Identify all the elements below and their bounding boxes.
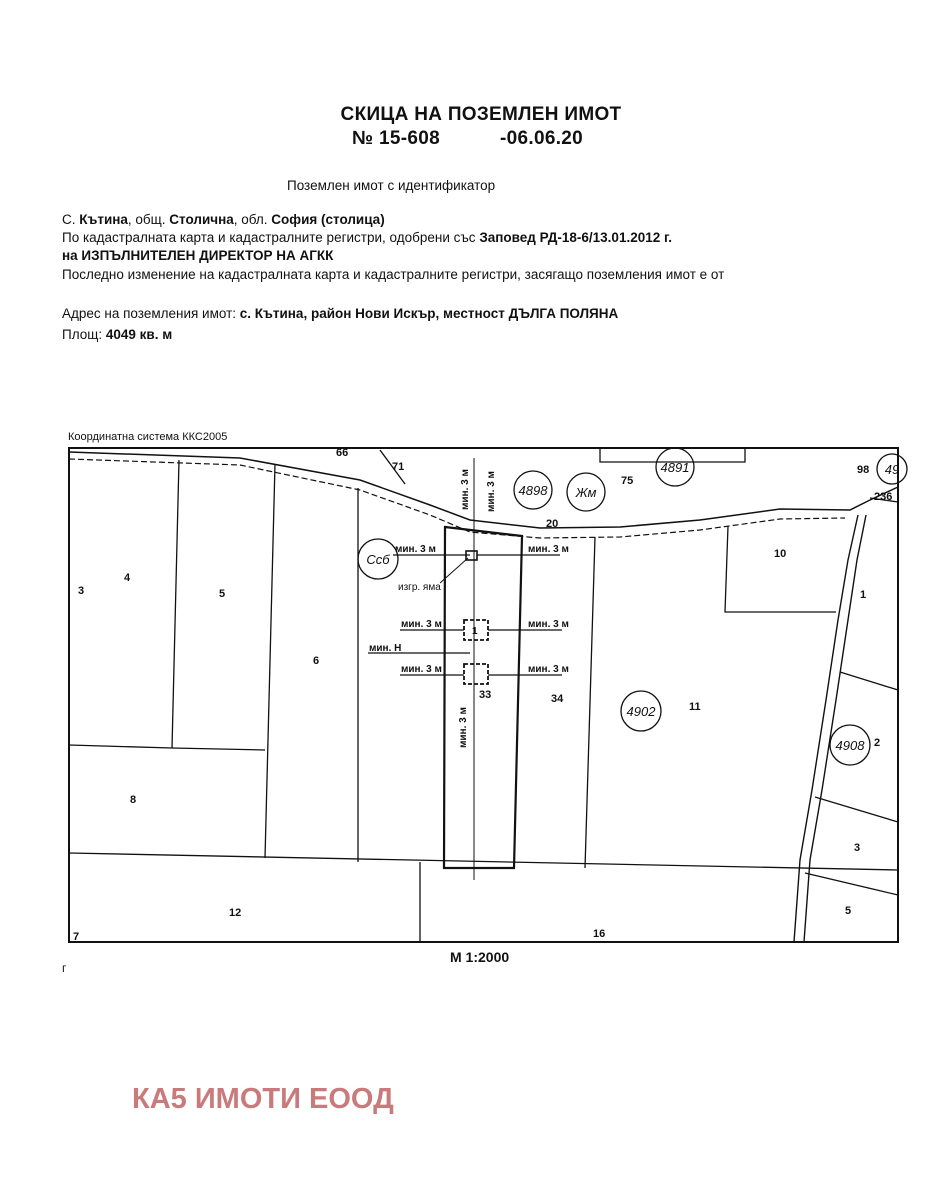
address-label: Адрес на поземления имот: (62, 306, 240, 321)
parcel-number: 75 (621, 475, 634, 487)
parcel-boundary (265, 464, 275, 858)
document-number: № 15-608 (352, 128, 441, 149)
parcel-number: 5 (845, 905, 852, 917)
parcel-number: 34 (551, 693, 564, 705)
dimension-label: мин. 3 м (458, 707, 469, 748)
parcel-number: 4 (124, 572, 131, 584)
map-scale: М 1:2000 (450, 949, 510, 965)
road-east-east (804, 515, 866, 942)
identifier-line: Поземлен имот с идентификатор (287, 178, 496, 193)
parcel-number: 98 (857, 464, 870, 476)
dimension-label: мин. Н (369, 643, 402, 654)
parcel-number: 12 (229, 907, 242, 919)
dimension-label: мин. 3 м (528, 664, 569, 675)
parcel-number: 20 (546, 518, 559, 530)
parcel-number: 1 (860, 589, 867, 601)
dimension-label: мин. 3 м (486, 471, 497, 512)
parcel-number: 8 (130, 794, 137, 806)
parcel-number: 6 (313, 655, 320, 667)
parcel-number: 16 (593, 928, 606, 940)
parcel-boundary (805, 873, 898, 895)
parcel-number: 2 (874, 737, 881, 749)
circle-label: Жм (575, 485, 597, 500)
agency-watermark: КА5 ИМОТИ ЕООД (132, 1083, 394, 1115)
document-title: СКИЦА НА ПОЗЕМЛЕН ИМОТ (340, 104, 622, 125)
dimension-label: мин. 3 м (401, 619, 442, 630)
bottom-mark: г (62, 961, 67, 975)
dimension-label: мин. 3 м (395, 544, 436, 555)
area-label: Площ: (62, 327, 106, 342)
parcel-number: 3 (78, 585, 85, 597)
approval-order: Заповед РД-18-6/13.01.2012 г. (479, 230, 673, 245)
circle-label: 4902 (626, 704, 656, 719)
parcel-number: 7 (73, 931, 80, 943)
circle-label: 4908 (835, 738, 865, 753)
parcel-boundary (815, 797, 898, 822)
approval-text: По кадастралната карта и кадастралните регистри, одобрени със (62, 230, 480, 245)
parcel-boundary (585, 537, 595, 868)
parcel-number: 66 (336, 447, 349, 459)
area-value: 4049 кв. м (105, 327, 173, 342)
road-edge-north (69, 452, 898, 528)
parcel-number: 33 (479, 689, 492, 701)
village-prefix: С. (62, 212, 80, 227)
parcel-number: 5 (219, 588, 226, 600)
parcel-boundary (172, 460, 179, 748)
dimension-label: мин. 3 м (460, 469, 471, 510)
parcel-number: 71 (392, 461, 405, 473)
last-change-line: Последно изменение на кадастралната карта и кадастралните регистри, засягащо поземления имот е от (62, 267, 725, 282)
circle-label: 4891 (660, 460, 690, 475)
parcel-number: 3 (854, 842, 861, 854)
parcel-boundary (69, 745, 265, 750)
municipality: Столична (169, 212, 234, 227)
region: София (столица) (271, 212, 385, 227)
authority-line: на ИЗПЪЛНИТЕЛЕН ДИРЕКТОР НА АГКК (62, 248, 334, 263)
dimension-label: мин. 3 м (528, 619, 569, 630)
dimension-label: мин. 3 м (528, 544, 569, 555)
parcel-boundary (840, 672, 898, 690)
pit-label: изгр. яма (398, 582, 441, 593)
parcel-number: 236 (874, 491, 893, 503)
building-label: 1 (472, 626, 478, 637)
circle-label: Ссб (366, 552, 390, 567)
document-date: -06.06.20 (500, 128, 584, 149)
building-2 (464, 664, 488, 684)
circle-label: 4898 (518, 483, 548, 498)
dimension-label: мин. 3 м (401, 664, 442, 675)
parcel-number: 10 (774, 548, 787, 560)
coordinate-system-label: Координатна система ККС2005 (68, 431, 228, 443)
location-sep-2: , обл. (233, 212, 272, 227)
village: Кътина (79, 212, 128, 227)
parcel-number: 11 (689, 701, 701, 713)
circle-label: 49 (884, 462, 900, 477)
parcel-boundary (725, 526, 836, 612)
address-value: с. Кътина, район Нови Искър, местност ДЪЛГА ПОЛЯНА (239, 306, 619, 321)
location-sep-1: , общ. (127, 212, 170, 227)
